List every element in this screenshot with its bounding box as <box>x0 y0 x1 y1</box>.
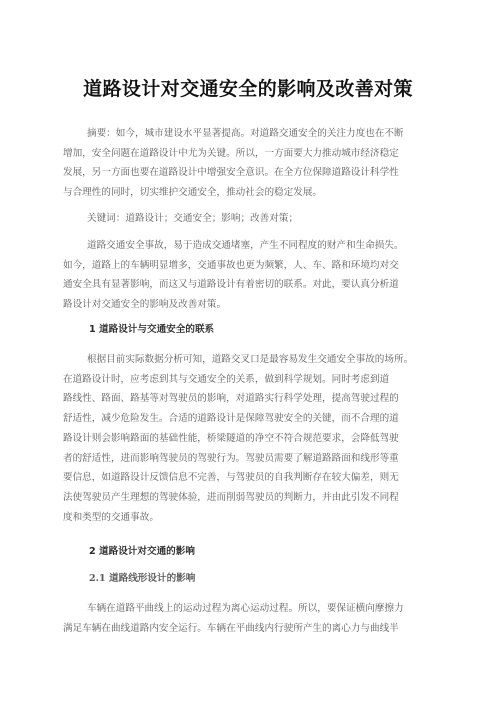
section-1-paragraph <box>63 350 439 527</box>
abstract-line: 增加，安全问题在道路设计中尤为关键。所以，一方面要大力推动城市经济稳定 <box>63 147 399 159</box>
document-title: 道路设计对交通安全的影响及改善对策 <box>83 78 413 100</box>
section-1-line: 舒适性，减少危险发生。合适的道路设计是保障驾驶安全的关键，而不合理的道 <box>63 413 399 425</box>
keywords-line: 关键词：道路设计；交通安全；影响；改善对策； <box>87 213 299 224</box>
section-1-line: 在道路设计时，应考虑到其与交通安全的关系，做到科学规划。同时考虑到道 <box>63 373 390 385</box>
abstract-line: 与合理性的同时，切实维护交通安全，推动社会的稳定发展。 <box>63 187 323 199</box>
section-1-heading: 1 道路设计与交通安全的联系 <box>89 324 215 335</box>
abstract-line: 发展，另一方面也要在道路设计中增强安全意识。在全方位保障道路设计科学性 <box>63 167 399 179</box>
abstract-line: 摘要：如今，城市建设水平显著提高。对道路交通安全的关注力度也在不断 <box>87 128 404 139</box>
intro-line: 道路交通安全事故，易于造成交通堵塞，产生不同程度的财产和生命损失。 <box>87 240 404 251</box>
intro-line: 通安全具有显著影响，而这又与道路设计有着密切的联系。对此，要认真分析道 <box>63 279 399 291</box>
intro-line: 路设计对交通安全的影响及改善对策。 <box>63 299 227 311</box>
section-2-1-subheading: 2.1 道路线形设计的影响 <box>89 573 196 584</box>
keywords-paragraph <box>63 209 439 229</box>
section-1-line: 度和类型的交通事故。 <box>63 511 159 523</box>
section-2-heading: 2 道路设计对交通的影响 <box>89 546 195 557</box>
section-1-line: 根据目前实际数据分析可知，道路交叉口是最容易发生交通安全事故的场所。 <box>87 354 414 365</box>
section-1-line: 路线性、路面、路基等对驾驶员的影响，对道路实行科学处理，提高驾驶过程的 <box>63 393 399 405</box>
section-2-line: 车辆在道路平曲线上的运动过程为离心运动过程。所以，要保证横向摩擦力 <box>87 603 404 614</box>
section-1-line: 法使驾驶员产生理想的驾驶体验，进而削弱驾驶员的判断力，并由此引发不同程 <box>63 491 399 503</box>
section-1-line: 路设计则会影响路面的基础性能，桥梁隧道的净空不符合规范要求，会降低驾驶 <box>63 432 399 444</box>
section-1-line: 要信息，如道路设计反馈信息不完善，与驾驶员的自我判断存在较大偏差，则无 <box>63 472 399 484</box>
abstract-paragraph <box>63 124 439 203</box>
section-2-line: 满足车辆在曲线道路内安全运行。车辆在平曲线内行驶所产生的离心力与曲线半 <box>63 622 399 634</box>
section-1-line: 者的舒适性，进而影响驾驶员的驾驶行为。驾驶员需要了解道路路面和线形等重 <box>63 452 399 464</box>
intro-line: 如今，道路上的车辆明显增多，交通事故也更为频繁，人、车、路和环境均对交 <box>63 259 399 271</box>
section-2-paragraph <box>63 599 439 638</box>
intro-paragraph <box>63 236 439 315</box>
